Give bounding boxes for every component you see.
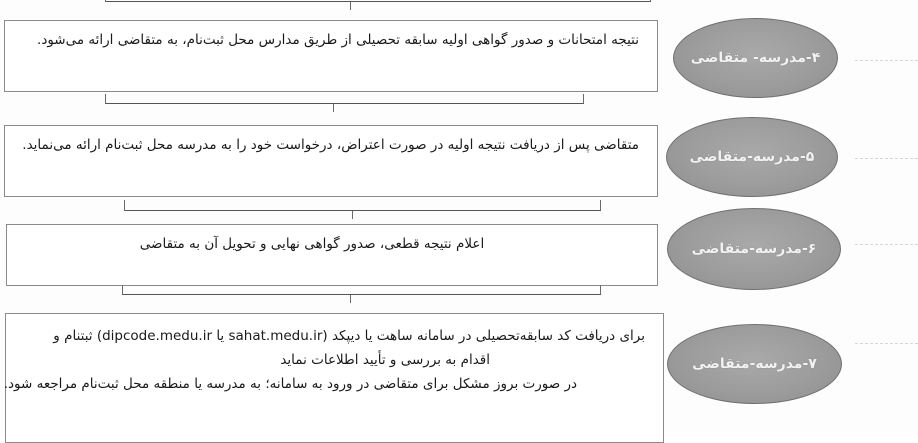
connector-stem-6-7 — [350, 295, 351, 303]
connector-stem-5-6 — [352, 211, 353, 219]
step-7-description-box — [5, 313, 664, 443]
step-5-actor-label: ۵-مدرسه-متقاضی — [689, 149, 815, 165]
step-6-actor-label: ۶-مدرسه-متقاضی — [691, 241, 817, 257]
connector-bracket-5-6 — [124, 200, 601, 211]
step-7-text-line-1: برای دریافت کد سابقه‌تحصیلی در سامانه ساهت یا دیپکد (sahat.medu.ir یا dipcode.medu.ir) ثبتنام و — [53, 328, 645, 344]
background-guide-line — [855, 244, 918, 246]
background-guide-line — [855, 343, 918, 345]
step-7-actor-label: ۷-مدرسه-متقاضی — [692, 356, 817, 372]
connector-bracket-6-7 — [122, 285, 601, 295]
connector-bracket-4-5 — [105, 94, 584, 104]
step-4-text: نتیجه امتحانات و صدور گواهی اولیه سابقه تحصیلی از طریق مدارس محل ثبت‌نام، به متقاضی ارائه می‌شود. — [37, 32, 639, 48]
step-6-description-box — [6, 224, 658, 286]
connector-stem-4-5 — [333, 104, 334, 112]
step-7-text-line-3: در صورت بروز مشکل برای متقاضی در ورود به سامانه؛ به مدرسه یا منطقه محل ثبت‌نام مراجعه شود. — [3, 376, 577, 392]
step-5-description-box — [4, 125, 658, 197]
background-guide-line — [855, 60, 918, 62]
step-5-text: متقاضی پس از دریافت نتیجه اولیه در صورت اعتراض، درخواست خود را به مدرسه محل ثبت‌نام ارائه می‌نماید. — [22, 137, 639, 153]
connector-stem-top — [350, 2, 351, 10]
connector-bracket-top — [105, 0, 651, 2]
background-guide-line — [855, 158, 918, 160]
step-5-actor-ellipse — [666, 117, 838, 197]
step-7-actor-ellipse — [667, 324, 842, 404]
step-4-actor-ellipse — [673, 18, 838, 98]
step-6-text: اعلام نتیجه قطعی، صدور گواهی نهایی و تحویل آن به متقاضی — [139, 236, 485, 252]
step-7-text-line-2: اقدام به بررسی و تأیید اطلاعات نماید — [280, 352, 490, 368]
step-6-actor-ellipse — [667, 208, 841, 290]
step-4-actor-label: ۴-مدرسه- متقاضی — [690, 50, 821, 66]
step-4-description-box — [4, 20, 658, 92]
